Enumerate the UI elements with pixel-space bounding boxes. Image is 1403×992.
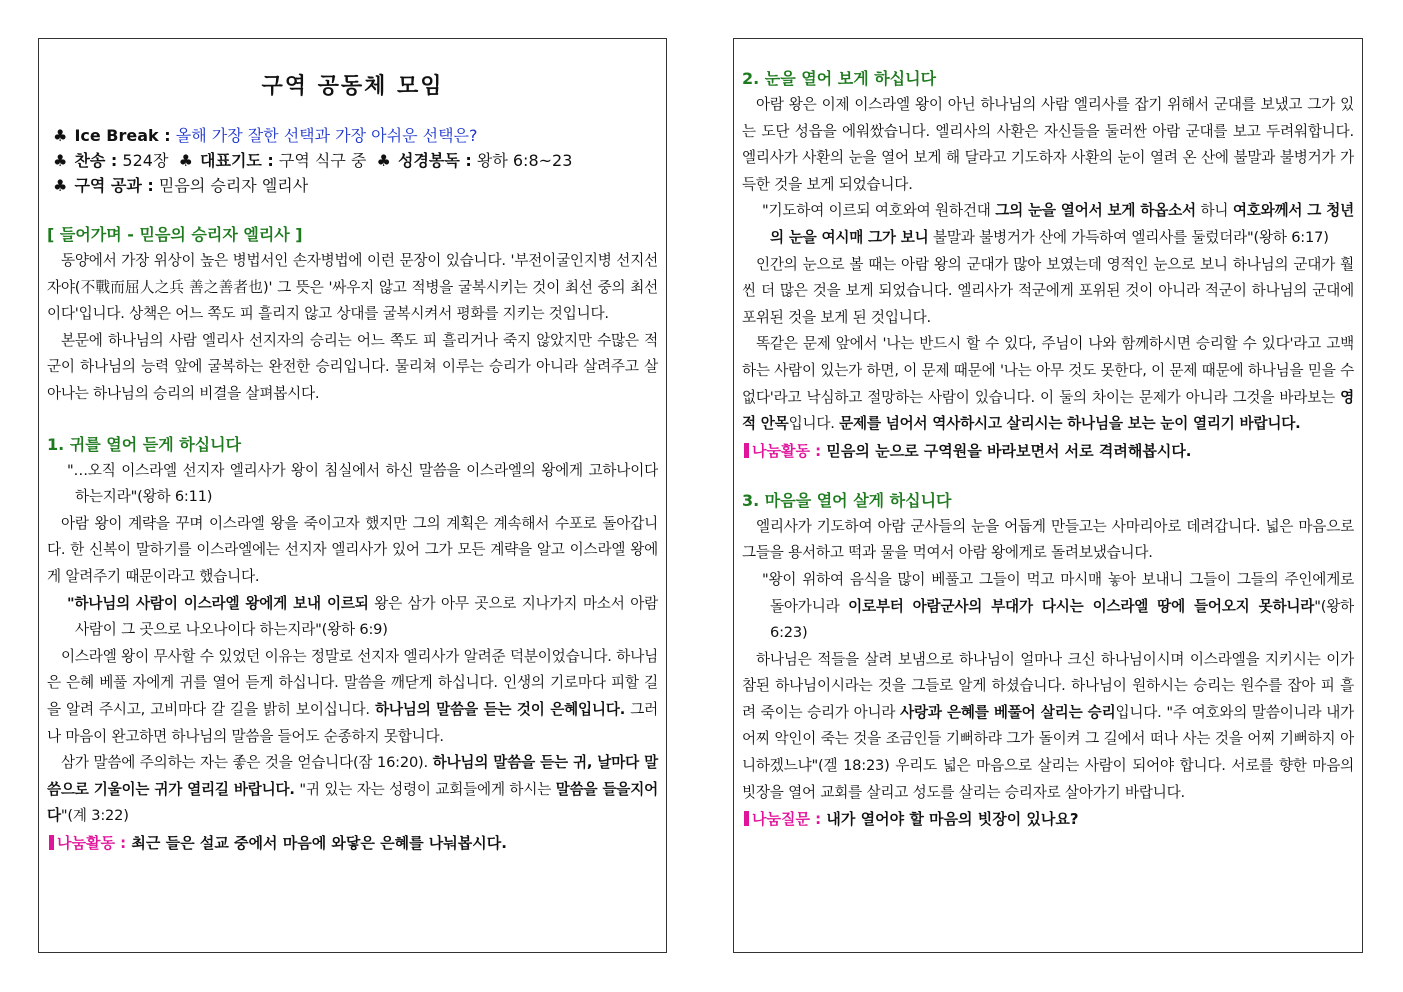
bar-icon	[49, 835, 54, 850]
section-1-quote-2	[47, 591, 658, 644]
ice-label: Ice Break :	[74, 126, 171, 145]
bold-run: 하나님의 말씀을 듣는 귀, 날마다 말씀으로 기울이는 귀가 열리길 바랍니다.	[47, 754, 658, 798]
meeting-info	[47, 123, 658, 198]
quote-text: 왕은 삼가 아무 곳으로 지나가지 마소서 아람 사람이 그 곳으로 나오나이다 하는지라"(왕하 6:9)	[75, 594, 658, 639]
text-run: 이스라엘 왕이 무사할 수 있었던 이유는 정말로 선지자 엘리사가 알려준 덕분이었습니다. 하나님은 은혜 베풀 자에게 귀를 열어 듣게 하십니다. 말씀을 깨닫게 하십니다. 인생의 기로마다 피할 길을 알려 주시고, 고비마다 갈 길을 밝히 보이십니다.	[47, 647, 658, 718]
bold-run: 문제를 넘어서 역사하시고 살리시는 하나님을 보는 눈이 열리기 바랍니다.	[839, 415, 1301, 433]
share-label: 나눔질문 :	[752, 810, 822, 829]
section-2-share	[742, 438, 1354, 464]
prayer-text: 구역 식구 중	[278, 151, 367, 170]
section-2-paragraph-3	[742, 331, 1354, 437]
text-run: 입니다. "주 여호와의 말씀이니라 내가 어찌 악인이 죽는 것을 조금인들 기뻐하랴 그가 돌이켜 그 길에서 떠나 사는 것을 어찌 기뻐하지 아니하겠느냐"(겔 18:23) 우리도 넓은 마음으로 살리는 사람이 되어야 합니다. 서로를 향한 마음의 빗장을 열어 교회를 살리고 성도를 살리는 승리자로 살아가기 바랍니다.	[742, 703, 1354, 801]
right-page	[733, 38, 1363, 953]
bold-run: 영적 안목	[742, 388, 1354, 433]
info-line-hymn	[53, 148, 658, 173]
bold-run: 여호와께서 그 청년의 눈을 여시매 그가 보니	[770, 202, 1354, 246]
text-run: "기도하여 이르되 여호와여 원하건대	[762, 202, 996, 220]
text-run: "(왕하 6:23)	[770, 597, 1354, 642]
section-1-paragraph-2	[47, 644, 658, 750]
text-run: 하니	[1195, 202, 1233, 220]
info-line-lesson	[53, 173, 658, 198]
hymn-text: 524장	[122, 151, 169, 170]
section-1-paragraph-3	[47, 750, 658, 830]
bold-run: 말씀을 들을지어다	[47, 780, 658, 825]
ice-text: 올해 가장 잘한 선택과 가장 아쉬운 선택은?	[175, 126, 478, 145]
section-3-share	[742, 806, 1354, 832]
club-icon: ♣	[376, 151, 391, 170]
text-run: 그러나 마음이 완고하면 하나님의 말씀을 들어도 순종하지 못합니다.	[47, 700, 659, 745]
section-2-paragraph-1: 아람 왕은 이제 이스라엘 왕이 아닌 하나님의 사람 엘리사를 잡기 위해서 군대를 보냈고 그가 있는 도단 성읍을 에워쌌습니다. 엘리사의 사환은 자신들을 둘러싼 아람 군대를 보고 두려워합니다. 엘리사가 사환의 눈을 열어 보게 해 달라고 기도하자 사환의 눈이 열려 온 산에 불말과 불병거가 가득한 것을 보게 되었습니다.	[742, 96, 1354, 193]
section-1-paragraph-1: 아람 왕이 계략을 꾸며 이스라엘 왕을 죽이고자 했지만 그의 계획은 계속해서 수포로 돌아갑니다. 한 신복이 말하기를 이스라엘에는 선지자 엘리사가 있어 그가 모든 계략을 알고 이스라엘 왕에게 알려주기 때문이라고 했습니다.	[47, 514, 658, 585]
section-1-heading: 1. 귀를 열어 듣게 하십니다	[47, 434, 242, 454]
reading-label: 성경봉독 :	[397, 151, 472, 170]
bar-icon	[744, 443, 749, 458]
bold-run: 사랑과 은혜를 베풀어 살리는 승리	[900, 703, 1116, 721]
section-1-quote-1: "…오직 이스라엘 선지자 엘리사가 왕이 침실에서 하신 말씀을 이스라엘의 왕에게 고하나이다 하는지라"(왕하 6:11)	[67, 461, 658, 506]
intro-heading: [ 들어가며 - 믿음의 승리자 엘리사 ]	[47, 225, 303, 244]
bold-run: 이로부터 아람군사의 부대가 다시는 이스라엘 땅에 들어오지 못하니라	[848, 597, 1315, 615]
lesson-label: 구역 공과 :	[74, 176, 154, 195]
info-line-ice	[53, 123, 658, 148]
share-text: 내가 열어야 할 마음의 빗장이 있나요?	[826, 810, 1079, 829]
reading-text: 왕하 6:8~23	[476, 151, 573, 170]
section-2-paragraph-2: 인간의 눈으로 볼 때는 아람 왕의 군대가 많아 보였는데 영적인 눈으로 보니 하나님의 군대가 훨씬 더 많은 것을 보게 되었습니다. 엘리사가 적군에게 포위된 것이 아니라 적군이 하나님의 군대에 포위된 것을 보게 된 것입니다.	[742, 255, 1354, 326]
page-title: 구역 공동체 모임	[261, 74, 444, 99]
section-3-paragraph-1: 엘리사가 기도하여 아람 군사들의 눈을 어둡게 만들고는 사마리아로 데려갑니다. 넓은 마음으로 그들을 용서하고 떡과 물을 먹여서 아람 왕에게로 돌려보냈습니다.	[742, 517, 1354, 562]
club-icon: ♣	[53, 176, 68, 195]
intro-paragraph-2: 본문에 하나님의 사람 엘리사 선지자의 승리는 어느 쪽도 피 흘리거나 죽지 않았지만 수많은 적군이 하나님의 능력 앞에 굴복하는 완전한 승리입니다. 물리쳐 이루는 승리가 아니라 살려주고 살아나는 하나님의 승리의 비결을 살펴봅시다.	[47, 331, 658, 402]
text-run: "왕이 위하여 음식을 많이 베풀고 그들이 먹고 마시매 놓아 보내니 그들이 그들의 주인에게로 돌아가니라	[762, 570, 1354, 615]
share-label: 나눔활동 :	[752, 441, 822, 460]
text-run: 삼가 말씀에 주의하는 자는 좋은 것을 얻습니다(잠 16:20).	[61, 754, 433, 772]
prayer-label: 대표기도 :	[200, 151, 274, 170]
club-icon: ♣	[178, 151, 193, 170]
section-3-quote	[742, 567, 1354, 647]
section-3-paragraph-2	[742, 647, 1354, 807]
text-run: 하나님은 적들을 살려 보냄으로 하나님이 얼마나 크신 하나님이시며 이스라엘을 지키시는 이가 참된 하나님이시라는 것을 그들로 알게 하셨습니다. 하나님이 원하시는 승리는 원수를 잡아 피 흘려 죽이는 승리가 아니라	[742, 650, 1354, 721]
section-2-quote	[742, 198, 1354, 251]
section-3-heading: 3. 마음을 열어 살게 하십니다	[742, 490, 952, 510]
text-run: 불말과 불병거가 산에 가득하여 엘리사를 둘렀더라"(왕하 6:17)	[928, 228, 1329, 246]
intro-paragraph-1: 동양에서 가장 위상이 높은 병법서인 손자병법에 이런 문장이 있습니다. '부전이굴인지병 선지선자야(不戰而屈人之兵 善之善者也)' 그 뜻은 '싸우지 않고 적병을 굴복시키는 것이 최선 중의 최선이다'입니다. 상책은 어느 쪽도 피 흘리지 않고 상대를 굴복시켜서 평화를 지키는 것입니다.	[47, 252, 658, 323]
quote-bold: "하나님의 사람이 이스라엘 왕에게 보내 이르되	[67, 594, 369, 612]
section-1-share	[47, 830, 658, 856]
share-text: 믿음의 눈으로 구역원을 바라보면서 서로 격려해봅시다.	[826, 441, 1192, 460]
share-text: 최근 들은 설교 중에서 마음에 와닿은 은혜를 나눠봅시다.	[131, 833, 507, 852]
section-2-heading: 2. 눈을 열어 보게 하십니다	[742, 69, 937, 88]
left-page	[38, 38, 667, 953]
lesson-text: 믿음의 승리자 엘리사	[158, 176, 309, 195]
text-run: "귀 있는 자는 성령이 교회들에게 하시는	[294, 780, 556, 798]
share-label: 나눔활동 :	[57, 833, 127, 852]
club-icon: ♣	[53, 126, 68, 145]
text-run: 입니다.	[788, 415, 840, 433]
bold-run: 그의 눈을 열어서 보게 하옵소서	[995, 202, 1196, 220]
text-run: "(계 3:22)	[60, 807, 129, 825]
club-icon: ♣	[53, 151, 68, 170]
hymn-label: 찬송 :	[74, 151, 118, 170]
bold-run: 하나님의 말씀을 듣는 것이 은혜입니다.	[375, 700, 626, 718]
bar-icon	[744, 811, 749, 826]
text-run: 똑같은 문제 앞에서 '나는 반드시 할 수 있다, 주님이 나와 함께하시면 승리할 수 있다'라고 고백하는 사람이 있는가 하면, 이 문제 때문에 '나는 아무 것도 못한다, 이 문제 때문에 하나님을 믿을 수 없다'라고 낙심하고 절망하는 사람이 있습니다. 이 둘의 차이는 문제가 아니라 그것을 바라보는	[742, 335, 1354, 406]
